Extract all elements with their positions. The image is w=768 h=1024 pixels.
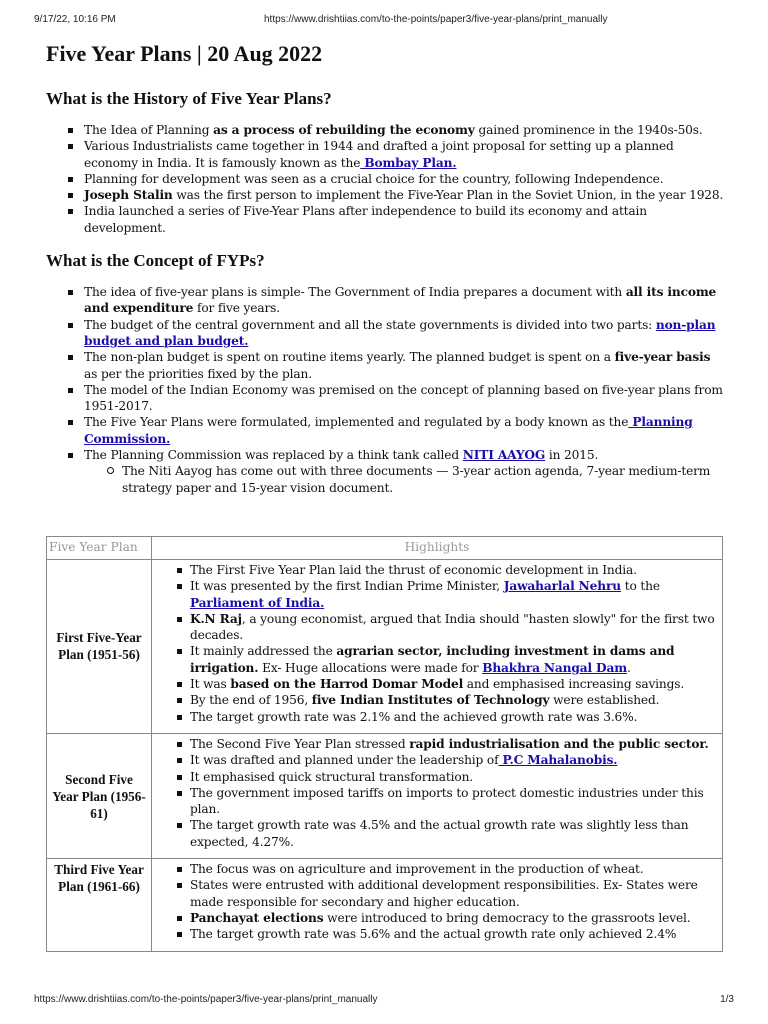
list-item: It mainly addressed the agrarian sector, including investment in dams and irrigation. Ex- Huge allocations were made for Bhakhra Nangal Dam. [190,643,722,676]
page-number: 1/3 [720,994,734,1005]
list-item: It was presented by the first Indian Prime Minister, Jawaharlal Nehru to the Parliament of India. [190,578,722,611]
list-item: The Niti Aayog has come out with three documents — 3-year action agenda, 7-year medium-term strategy paper and 15-year vision document. [122,463,726,496]
concept-heading: What is the Concept of FYPs? [46,251,265,271]
list-item: It was drafted and planned under the leadership of P.C Mahalanobis. [190,752,722,768]
list-item: Various Industrialists came together in 1944 and drafted a joint proposal for setting up a planned economy in India. It is famously known as the Bombay Plan. [84,138,726,171]
print-datetime: 9/17/22, 10:16 PM [34,14,116,25]
nehru-link[interactable]: Jawaharlal Nehru [503,579,621,594]
list-item: The target growth rate was 2.1% and the achieved growth rate was 3.6%. [190,709,722,725]
list-item: The model of the Indian Economy was premised on the concept of planning based on five-year plans from 1951-2017. [84,382,726,415]
plan-name: Third Five Year Plan (1961-66) [47,859,152,951]
list-item: The idea of five-year plans is simple- The Government of India prepares a document with all its income and expenditure for five years. [84,284,726,317]
plan-name: First Five-Year Plan (1951-56) [47,560,152,734]
list-item: The non-plan budget is spent on routine items yearly. The planned budget is spent on a five-year basis as per the priorities fixed by the plan. [84,349,726,382]
history-list [46,122,726,236]
history-heading: What is the History of Five Year Plans? [46,89,332,108]
parliament-link[interactable]: Parliament of India. [190,595,325,610]
article [46,40,726,508]
print-header [34,14,734,28]
bombay-plan-link[interactable]: Bombay Plan. [360,155,457,170]
list-item: By the end of 1956, five Indian Institutes of Technology were established. [190,692,722,708]
list-item: States were entrusted with additional development responsibilities. Ex- States were made responsible for secondary and higher education. [190,877,722,910]
table-header-row [47,537,723,560]
list-item: Planning for development was seen as a crucial choice for the country, following Independence. [84,171,726,187]
list-item: Joseph Stalin was the first person to implement the Five-Year Plan in the Soviet Union, in the year 1928. [84,187,726,203]
planning-commission-link[interactable]: Planning Commission. [84,415,693,446]
col-header-highlights: Highlights [152,537,723,560]
plan-highlights [152,859,723,951]
plan-highlights [152,733,723,858]
list-item: The Second Five Year Plan stressed rapid industrialisation and the public sector. [190,736,722,752]
col-header-plan: Five Year Plan [47,537,152,560]
concept-list [46,284,726,496]
list-item: The Planning Commission was replaced by a think tank called NITI AAYOG in 2015. The Niti Aayog has come out with three documents — 3-year action agenda, 7-year medium-term strategy paper and 15-year vision document. [84,447,726,496]
print-footer [34,994,734,1008]
non-plan-budget-link[interactable]: non-plan budget and plan budget. [84,317,716,348]
print-url: https://www.drishtiias.com/to-the-points/paper3/five-year-plans/print_manually [264,14,608,25]
list-item: It emphasised quick structural transformation. [190,769,722,785]
list-item: The government imposed tariffs on imports to protect domestic industries under this plan. [190,785,722,818]
five-year-plans-table [46,536,723,952]
list-item: K.N Raj, a young economist, argued that India should "hasten slowly" for the first two decades. [190,611,722,644]
list-item: The Five Year Plans were formulated, implemented and regulated by a body known as the Planning Commission. [84,414,726,447]
list-item: Panchayat elections were introduced to bring democracy to the grassroots level. [190,910,722,926]
mahalanobis-link[interactable]: P.C Mahalanobis. [498,753,618,768]
list-item: It was based on the Harrod Domar Model and emphasised increasing savings. [190,676,722,692]
list-item: The focus was on agriculture and improvement in the production of wheat. [190,861,722,877]
table-row [47,560,723,734]
table-row [47,859,723,951]
niti-sublist [84,463,726,496]
list-item: The target growth rate was 5.6% and the actual growth rate only achieved 2.4% [190,926,722,942]
plan-highlights [152,560,723,734]
page-title: Five Year Plans | 20 Aug 2022 [46,41,323,66]
niti-aayog-link[interactable]: NITI AAYOG [462,448,546,463]
list-item: The budget of the central government and all the state governments is divided into two parts: non-plan budget and plan budget. [84,317,726,350]
list-item: The First Five Year Plan laid the thrust of economic development in India. [190,562,722,578]
list-item: The Idea of Planning as a process of rebuilding the economy gained prominence in the 1940s-50s. [84,122,726,138]
bhakhra-nangal-link[interactable]: Bhakhra Nangal Dam [482,660,627,675]
list-item: The target growth rate was 4.5% and the actual growth rate was slightly less than expected, 4.27%. [190,817,722,850]
plan-name: Second Five Year Plan (1956-61) [47,733,152,858]
table-row [47,733,723,858]
list-item: India launched a series of Five-Year Plans after independence to build its economy and attain development. [84,203,726,236]
footer-url: https://www.drishtiias.com/to-the-points/paper3/five-year-plans/print_manually [34,994,378,1005]
